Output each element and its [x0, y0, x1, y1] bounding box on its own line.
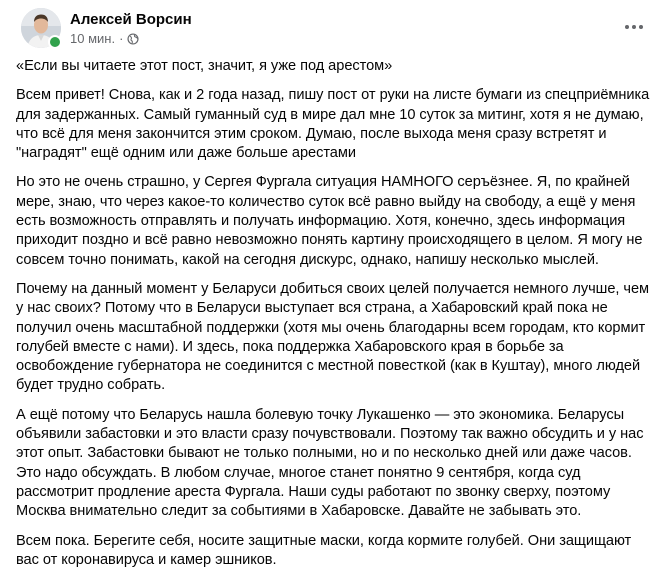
more-options-icon-dot	[639, 25, 643, 29]
post-paragraph: Почему на данный момент у Беларуси добиться своих целей получается немного лучше, чем у нас своих? Потому что в Беларуси выступает вся страна, а Хабаровский край пока не получил очень масштабной поддержки (хотя мы очень благодарны всем городам, кто кормит голубей вместе с нами). И здесь, пока поддержка Хабаровского края в борьбе за освобождение губернатора не соединится с местной повесткой (как в Куштау), много людей будет трудно собрать.	[16, 280, 650, 394]
author-name[interactable]: Алексей Ворсин	[70, 11, 192, 28]
more-options-icon-dot	[632, 25, 636, 29]
meta-separator: ·	[119, 31, 124, 46]
post-body	[12, 52, 657, 570]
more-options-button[interactable]	[617, 10, 651, 44]
online-status-dot	[48, 35, 62, 49]
post-header	[12, 0, 657, 52]
author-block	[70, 10, 192, 47]
globe-icon[interactable]	[127, 33, 139, 45]
author-avatar-wrapper[interactable]	[21, 8, 61, 48]
post-paragraph: Всем пока. Берегите себя, носите защитные маски, когда кормите голубей. Они защищают вас от коронавируса и камер эшников.	[16, 532, 632, 568]
more-options-icon-dot	[625, 25, 629, 29]
post-meta	[70, 31, 192, 47]
post-paragraph: Но это не очень страшно, у Сергея Фургала ситуация НАМНОГО серъёзнее. Я, по крайней мере, знаю, что через какое-то количество суток всё равно выйду на свободу, а ещё у меня есть возможность отправлять и получать информацию. Хотя, конечно, здесь информация приходит поздно и всё равно невозможно понять картину происходящего в целом. Я могу не совсем точно понимать, какой на сегодня дискурс, однако, напишу несколько мыслей.	[16, 174, 643, 268]
post-paragraph: Всем привет! Снова, как и 2 года назад, пишу пост от руки на листе бумаги из спецприёмника для задержанных. Самый гуманный суд в мире дал мне 10 суток за митинг, хотя я не думаю, что всё для меня закончится этим сроком. Думаю, после выхода меня сразу встретят и "наградят" ещё одним или даже больше арестами	[16, 87, 650, 162]
post-paragraph: А ещё потому что Беларусь нашла болевую точку Лукашенко — это экономика. Беларусы объявили забастовки и это власти сразу почувствовали. Поэтому так важно обсудить и у нас этот опыт. Забастовки бывают не только полными, но и по несколько дней или даже часов. Это надо обсуждать. В любом случае, многое станет понятно 9 сентября, когда суд рассмотрит продление ареста Фургала. Наши суды работают по звонку сверху, поэтому Москва внимательно следит за событиями в Хабаровске. Давайте не забывать это.	[16, 406, 644, 520]
post-timestamp[interactable]: 10 мин.	[70, 31, 116, 46]
post-paragraph: «Если вы читаете этот пост, значит, я уже под арестом»	[16, 58, 393, 74]
